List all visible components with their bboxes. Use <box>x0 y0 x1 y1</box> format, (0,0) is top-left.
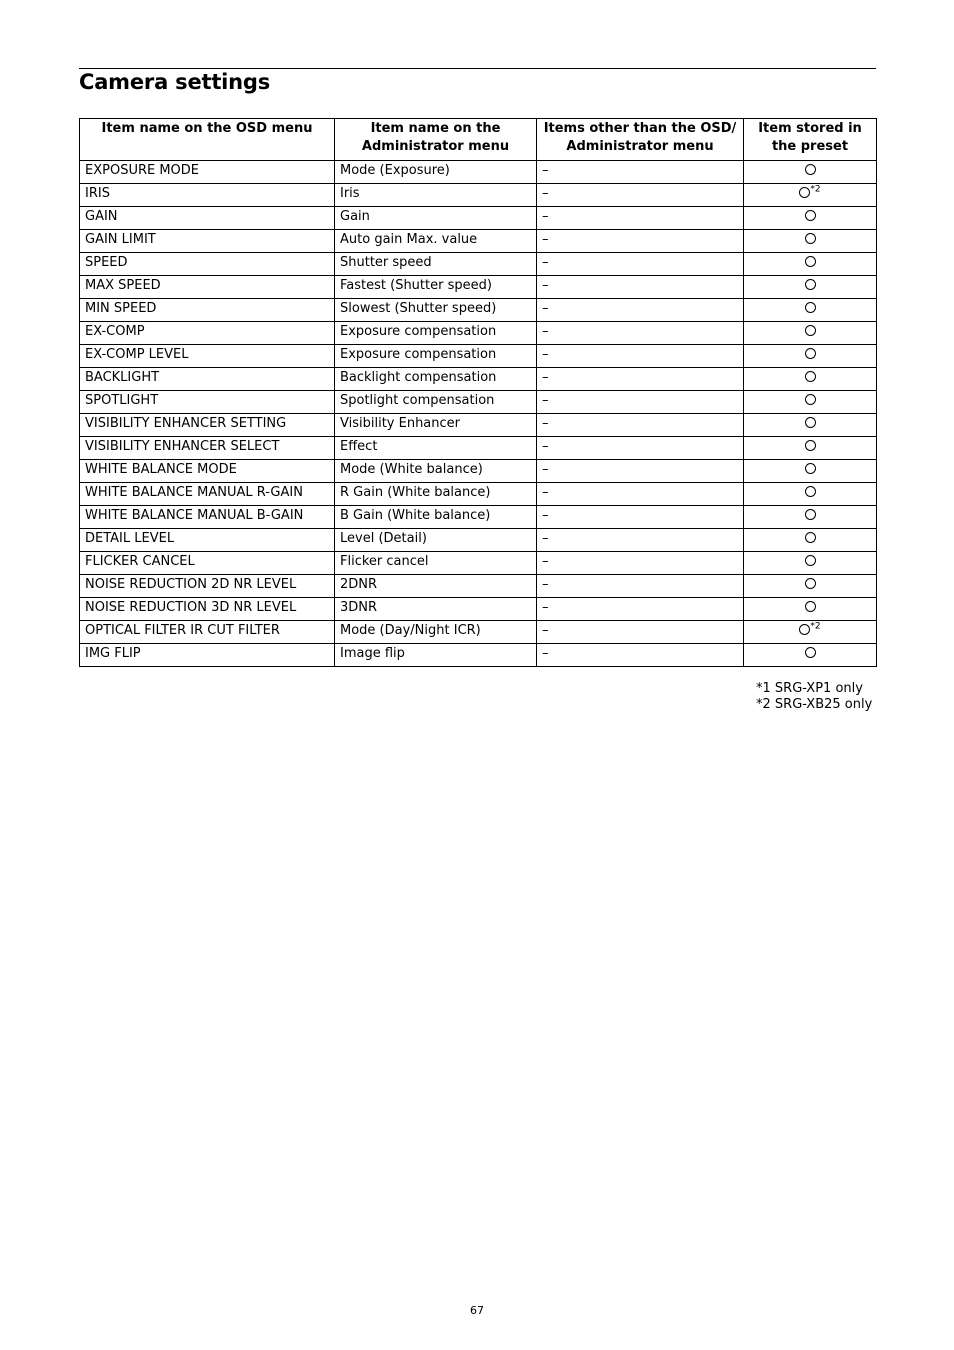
table-row <box>80 276 877 299</box>
header-osd-item: Item name on the OSD menu <box>80 119 335 161</box>
osd-item-cell: FLICKER CANCEL <box>80 552 335 575</box>
admin-item-cell: Fastest (Shutter speed) <box>335 276 537 299</box>
table-row <box>80 460 877 483</box>
admin-item-cell: Spotlight compensation <box>335 391 537 414</box>
footnote: *1 SRG-XP1 only <box>756 681 863 696</box>
other-item-cell: – <box>537 207 744 230</box>
preset-cell <box>744 529 877 552</box>
header-other-items: Items other than the OSD/ Administrator menu <box>537 119 744 161</box>
preset-cell <box>744 460 877 483</box>
preset-footnote-ref: *2 <box>810 621 821 632</box>
stored-circle-icon <box>805 394 816 405</box>
admin-item-cell: R Gain (White balance) <box>335 483 537 506</box>
other-item-cell: – <box>537 184 744 207</box>
preset-cell <box>744 598 877 621</box>
table-row <box>80 253 877 276</box>
osd-item-cell: VISIBILITY ENHANCER SETTING <box>80 414 335 437</box>
footnote: *2 SRG-XB25 only <box>756 697 873 712</box>
table-row <box>80 437 877 460</box>
table-row <box>80 184 877 207</box>
preset-cell <box>744 207 877 230</box>
osd-item-cell: EX-COMP LEVEL <box>80 345 335 368</box>
preset-cell <box>744 437 877 460</box>
other-item-cell: – <box>537 414 744 437</box>
admin-item-cell: 2DNR <box>335 575 537 598</box>
osd-item-cell: GAIN LIMIT <box>80 230 335 253</box>
osd-item-cell: WHITE BALANCE MODE <box>80 460 335 483</box>
admin-item-cell: Exposure compensation <box>335 345 537 368</box>
admin-item-cell: Image flip <box>335 644 537 667</box>
osd-item-cell: NOISE REDUCTION 2D NR LEVEL <box>80 575 335 598</box>
osd-item-cell: MIN SPEED <box>80 299 335 322</box>
stored-circle-icon <box>805 555 816 566</box>
other-item-cell: – <box>537 483 744 506</box>
osd-item-cell: NOISE REDUCTION 3D NR LEVEL <box>80 598 335 621</box>
other-item-cell: – <box>537 460 744 483</box>
stored-circle-icon <box>805 302 816 313</box>
preset-cell <box>744 506 877 529</box>
table-row <box>80 207 877 230</box>
osd-item-cell: GAIN <box>80 207 335 230</box>
other-item-cell: – <box>537 598 744 621</box>
osd-item-cell: DETAIL LEVEL <box>80 529 335 552</box>
preset-cell <box>744 391 877 414</box>
table-row <box>80 483 877 506</box>
stored-circle-icon <box>805 233 816 244</box>
stored-circle-icon <box>805 417 816 428</box>
osd-item-cell: WHITE BALANCE MANUAL R-GAIN <box>80 483 335 506</box>
other-item-cell: – <box>537 322 744 345</box>
other-item-cell: – <box>537 621 744 644</box>
admin-item-cell: Gain <box>335 207 537 230</box>
table-row <box>80 575 877 598</box>
stored-circle-icon <box>805 647 816 658</box>
admin-item-cell: Mode (Day/Night ICR) <box>335 621 537 644</box>
osd-item-cell: SPOTLIGHT <box>80 391 335 414</box>
stored-circle-icon <box>805 348 816 359</box>
other-item-cell: – <box>537 529 744 552</box>
preset-cell <box>744 161 877 184</box>
stored-circle-icon <box>805 164 816 175</box>
stored-circle-icon <box>805 210 816 221</box>
other-item-cell: – <box>537 506 744 529</box>
preset-cell <box>744 575 877 598</box>
stored-circle-icon <box>805 325 816 336</box>
stored-circle-icon <box>805 371 816 382</box>
other-item-cell: – <box>537 437 744 460</box>
stored-circle-icon <box>805 532 816 543</box>
stored-circle-icon <box>805 463 816 474</box>
admin-item-cell: Mode (Exposure) <box>335 161 537 184</box>
camera-settings-table <box>79 118 877 667</box>
table-row <box>80 552 877 575</box>
osd-item-cell: IRIS <box>80 184 335 207</box>
table-row <box>80 345 877 368</box>
other-item-cell: – <box>537 345 744 368</box>
preset-cell <box>744 184 877 207</box>
other-item-cell: – <box>537 161 744 184</box>
stored-circle-icon <box>799 624 810 635</box>
other-item-cell: – <box>537 299 744 322</box>
preset-cell <box>744 276 877 299</box>
stored-circle-icon <box>805 440 816 451</box>
admin-item-cell: Iris <box>335 184 537 207</box>
table-row <box>80 161 877 184</box>
admin-item-cell: Exposure compensation <box>335 322 537 345</box>
table-row <box>80 506 877 529</box>
table-row <box>80 644 877 667</box>
admin-item-cell: Shutter speed <box>335 253 537 276</box>
admin-item-cell: Backlight compensation <box>335 368 537 391</box>
stored-circle-icon <box>805 279 816 290</box>
header-preset-stored: Item stored in the preset <box>744 119 877 161</box>
preset-cell <box>744 368 877 391</box>
stored-circle-icon <box>799 187 810 198</box>
preset-cell <box>744 322 877 345</box>
osd-item-cell: EXPOSURE MODE <box>80 161 335 184</box>
admin-item-cell: Effect <box>335 437 537 460</box>
osd-item-cell: OPTICAL FILTER IR CUT FILTER <box>80 621 335 644</box>
preset-cell <box>744 483 877 506</box>
preset-cell <box>744 644 877 667</box>
table-row <box>80 414 877 437</box>
other-item-cell: – <box>537 575 744 598</box>
preset-footnote-ref: *2 <box>810 184 821 195</box>
other-item-cell: – <box>537 253 744 276</box>
footnotes <box>756 681 872 713</box>
table-row <box>80 529 877 552</box>
table-body <box>80 161 877 667</box>
admin-item-cell: Auto gain Max. value <box>335 230 537 253</box>
stored-circle-icon <box>805 256 816 267</box>
preset-cell <box>744 552 877 575</box>
osd-item-cell: BACKLIGHT <box>80 368 335 391</box>
preset-cell <box>744 345 877 368</box>
osd-item-cell: WHITE BALANCE MANUAL B-GAIN <box>80 506 335 529</box>
other-item-cell: – <box>537 391 744 414</box>
preset-cell <box>744 253 877 276</box>
table-row <box>80 368 877 391</box>
stored-circle-icon <box>805 578 816 589</box>
other-item-cell: – <box>537 230 744 253</box>
table-row <box>80 621 877 644</box>
osd-item-cell: MAX SPEED <box>80 276 335 299</box>
other-item-cell: – <box>537 368 744 391</box>
osd-item-cell: SPEED <box>80 253 335 276</box>
preset-cell <box>744 230 877 253</box>
admin-item-cell: Visibility Enhancer <box>335 414 537 437</box>
admin-item-cell: Flicker cancel <box>335 552 537 575</box>
osd-item-cell: EX-COMP <box>80 322 335 345</box>
admin-item-cell: B Gain (White balance) <box>335 506 537 529</box>
table-row <box>80 230 877 253</box>
preset-cell <box>744 299 877 322</box>
other-item-cell: – <box>537 276 744 299</box>
admin-item-cell: Level (Detail) <box>335 529 537 552</box>
table-row <box>80 299 877 322</box>
other-item-cell: – <box>537 552 744 575</box>
admin-item-cell: 3DNR <box>335 598 537 621</box>
header-admin-item: Item name on the Administrator menu <box>335 119 537 161</box>
stored-circle-icon <box>805 486 816 497</box>
page-title: Camera settings <box>79 70 271 94</box>
stored-circle-icon <box>805 509 816 520</box>
preset-cell <box>744 621 877 644</box>
other-item-cell: – <box>537 644 744 667</box>
table-row <box>80 598 877 621</box>
table-header-row <box>80 119 877 161</box>
osd-item-cell: VISIBILITY ENHANCER SELECT <box>80 437 335 460</box>
admin-item-cell: Slowest (Shutter speed) <box>335 299 537 322</box>
admin-item-cell: Mode (White balance) <box>335 460 537 483</box>
stored-circle-icon <box>805 601 816 612</box>
page-number: 67 <box>470 1304 484 1317</box>
table-row <box>80 322 877 345</box>
preset-cell <box>744 414 877 437</box>
osd-item-cell: IMG FLIP <box>80 644 335 667</box>
table-row <box>80 391 877 414</box>
